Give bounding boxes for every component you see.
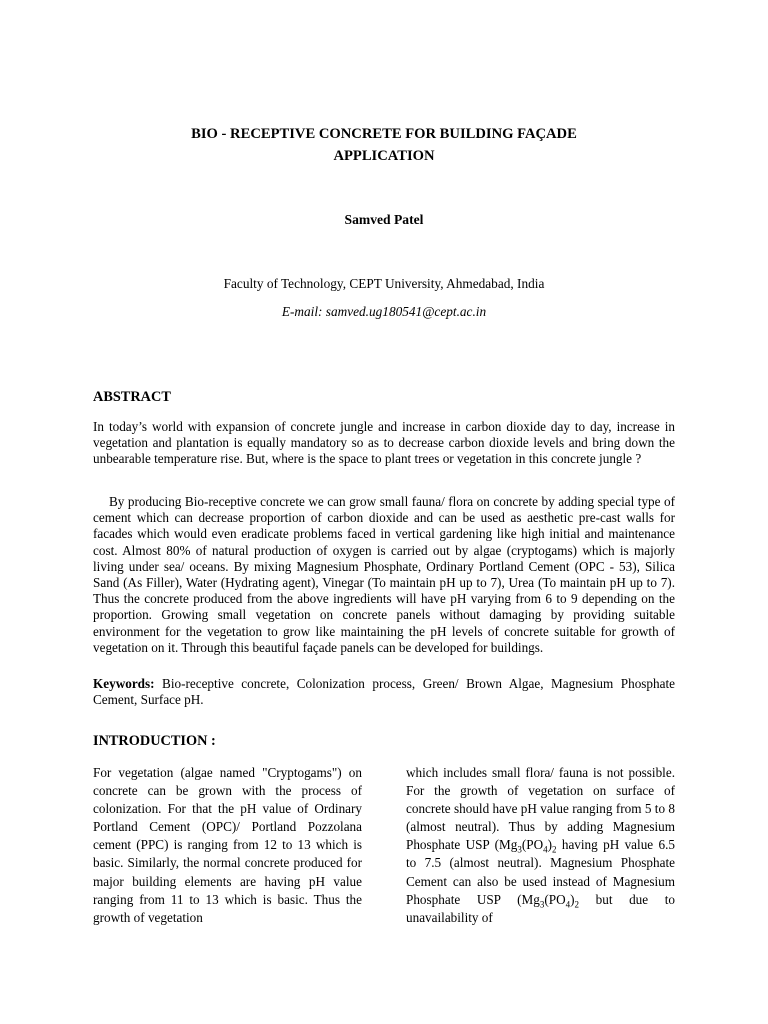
title-line-2: APPLICATION	[333, 148, 435, 164]
subscript: 4	[565, 899, 571, 910]
introduction-left-column: For vegetation (algae named "Cryptogams") on concrete can be grown with the process of colonization. For that the pH value of Ordinary Portland Cement (OPC)/ Portland Pozzolana cement (PPC) is ranging from 12 to 13 which is basic. Similarly, the normal concrete produced for major building elements are having pH value ranging from 11 to 13 which is basic. Thus the growth of vegetation	[93, 765, 362, 925]
abstract-paragraph-1: In today’s world with expansion of concrete jungle and increase in carbon dioxide day to day, increase in vegetation and plantation is equally mandatory so as to decrease carbon dioxide levels and bring down the unbearable temperature rise. But, where is the space to plant trees or vegetation in this concrete jungle ?	[93, 419, 675, 467]
subscript: 2	[552, 845, 557, 856]
introduction-heading: INTRODUCTION :	[93, 733, 216, 749]
intro-text-segment: )	[570, 891, 575, 907]
subscript: 4	[543, 845, 548, 856]
subscript: 3	[539, 899, 545, 910]
keywords-paragraph	[93, 676, 675, 708]
subscript: 2	[574, 899, 580, 910]
keywords-label: Keywords:	[93, 676, 155, 691]
intro-text-segment: (PO	[544, 891, 566, 907]
paper-title	[93, 123, 675, 167]
intro-text-segment: (PO	[521, 837, 544, 853]
title-line-1: BIO - RECEPTIVE CONCRETE FOR BUILDING FAÇADE	[191, 126, 577, 142]
intro-text-segment: having pH value 6.5 to 7.5 (almost neutral). Magnesium Phosphate Cement can also be used instead of Magnesium Phosphate USP (Mg	[406, 837, 675, 907]
author-name: Samved Patel	[344, 212, 424, 227]
abstract-heading: ABSTRACT	[93, 389, 171, 405]
intro-text-segment: which includes small flora/ fauna is not possible. For the growth of vegetation on surface of concrete should have pH value ranging from 5 to 8 (almost neutral). Thus by adding Magnesium Phosphate USP (Mg	[406, 765, 675, 853]
introduction-right-column	[406, 764, 675, 927]
abstract-paragraph-2: By producing Bio-receptive concrete we can grow small fauna/ flora on concrete by adding special type of cement which can decrease proportion of carbon dioxide and can be used as aesthetic pre-cast walls for facades which would even eradicate problems faced in vertical gardening like high initial and maintenance cost. Almost 80% of natural production of oxygen is carried out by algae (cryptogams) which is majorly living under sea/ oceans. By mixing Magnesium Phosphate, Ordinary Portland Cement (OPC - 53), Silica Sand (As Filler), Water (Hydrating agent), Vinegar (To maintain pH up to 7), Urea (To maintain pH up to 7). Thus the concrete produced from the above ingredients will have pH varying from 6 to 9 depending on the proportion. Growing small vegetation on concrete panels without damaging by providing suitable environment for the vegetation to grow like maintaining the pH levels of concrete suitable for growth of vegetation on it. Through this beautiful façade panels can be developed for buildings.	[93, 494, 675, 655]
intro-text-segment: but due to unavailability of	[406, 891, 675, 925]
intro-text-segment: )	[547, 837, 552, 853]
subscript: 3	[517, 845, 522, 856]
keywords-text: Bio-receptive concrete, Colonization process, Green/ Brown Algae, Magnesium Phosphate Cement, Surface pH.	[93, 676, 675, 708]
author-affiliation: Faculty of Technology, CEPT University, Ahmedabad, India	[223, 276, 545, 291]
author-email: E-mail: samved.ug180541@cept.ac.in	[281, 304, 487, 319]
